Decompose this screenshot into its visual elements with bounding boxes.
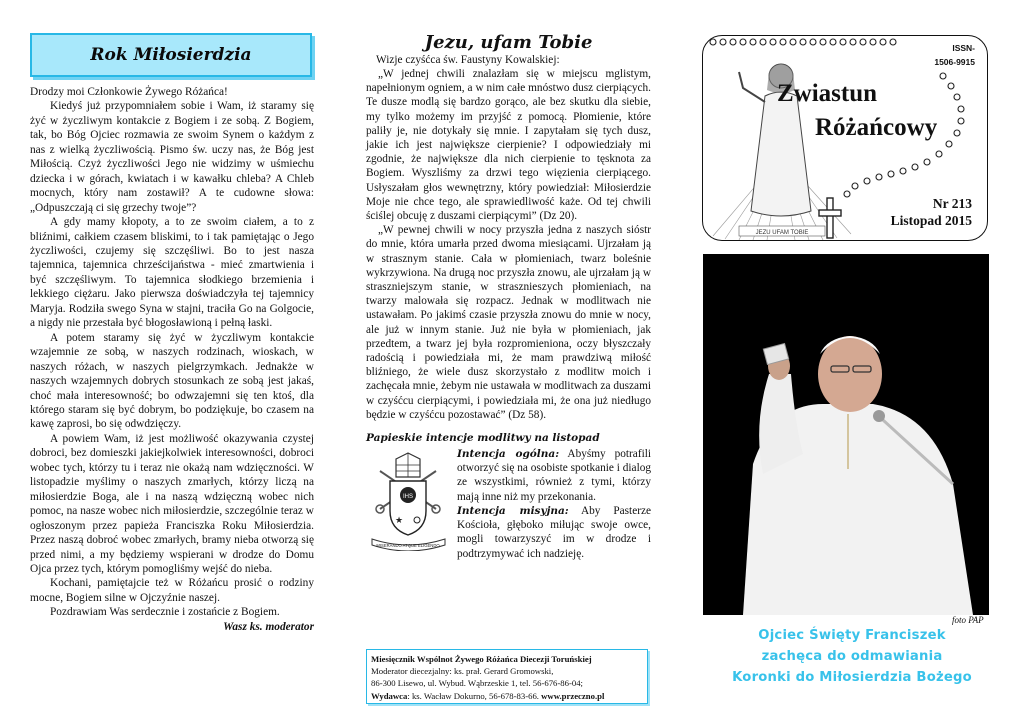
issue-number: Nr 213 — [932, 196, 972, 211]
letter-paragraph: A gdy mamy kłopoty, a to ze swoim ciałem, a to z bliźnimi, całkiem czasem bliskimi, to i tak pamiętając o Jego życzliwości, czujemy się szczęśliwi. Bo to jest nasza tajemnica, tajemnica chrześcijaństwa - mieć zmartwienia i być szczęśliwym. To tajemnica słodkiego brzemienia i lekkiego ciężaru. Jako pierwsza doświadczyła tej tajemnicy Maryja. Rodziła swego Syna w stajni, traciła Go na Golgocie, a nigdy nie przestała być błogosławioną i pełną łaski. — [30, 216, 314, 330]
svg-text:★: ★ — [394, 515, 404, 526]
masthead-title-line2: Różańcowy — [815, 114, 938, 141]
letter-paragraph: Pozdrawiam Was serdecznie i zostańcie z Bogiem. — [50, 606, 280, 619]
letter-greeting: Drodzy moi Członkowie Żywego Różańca! — [30, 86, 228, 98]
intentions-block — [366, 447, 651, 561]
intentions-heading: Papieskie intencje modlitwy na listopad — [366, 432, 600, 445]
pope-photo — [703, 254, 989, 615]
general-intention-label: Intencja ogólna: — [457, 448, 560, 461]
issue-date: Listopad 2015 — [890, 213, 972, 228]
editor-label: Wydawca — [371, 690, 408, 701]
papal-coat-of-arms-icon — [366, 451, 451, 551]
mission-intention-label: Intencja misyjna: — [457, 504, 569, 517]
website-link[interactable]: www.przeczno.pl — [541, 690, 605, 701]
issn-block — [905, 41, 975, 69]
letter-title-box — [30, 33, 312, 77]
editor-line — [371, 690, 643, 702]
moderator-line: Moderator diecezjalny: ks. prał. Gerard Gromowski, — [371, 666, 554, 677]
article-body — [366, 67, 651, 422]
mission-intention-text: Aby Pasterze Kościoła, głęboko miłując swoje owce, mogli towarzyszyć im w drodze i podtrzymywać ich nadzieję. — [457, 504, 651, 560]
letter-paragraph: Kochani, pamiętajcie też w Różańcu prosić o rodziny mocne, Bogiem silne w Ojczyźnie naszej. — [30, 577, 314, 604]
issn-number: 1506-9915 — [934, 57, 975, 67]
letter-paragraph: A potem staramy się żyć w życzliwym kontakcie wzajemnie ze sobą, w naszych rodzinach, wioskach, w naszych różach, w naszych pielgrzymkach. Jednakże w naszych wzajemnych dobrych stosunkach ze sobą jest jakaś, choć mała interesowność; bo odwzajemni się ten ktoś, dla którego staram się być dobrym, bo podziękuje, bo czasem na kawę zaprosi, bo się odwdzięczy. — [30, 331, 314, 431]
svg-text:IHS: IHS — [402, 494, 414, 501]
headline-line: Ojciec Święty Franciszek — [758, 628, 946, 643]
letter-paragraph: A powiem Wam, iż jest możliwość okazywania czystej dobroci, bez domieszki jakiejkolwiek interesowności, dobroci wobec tych, którzy tu i teraz nie okażą nam wdzięczności. W listopadzie myślimy o naszych zmarłych, którzy liczą na miłosierdzie Boga, ale i na naszą wdzięczną wobec nich pomoc, na nasze wobec nich miłosierdzie, szczególnie teraz w ogłoszonym przez papieża Franciszka Roku Miłosierdzia. Przez naszą dobroć wobec zmarłych, bramy nieba otworzą się przed nimi, a my będziemy wspierani w drodze do Domu Ojca przez tych, którym pomogliśmy wejść do nieba. — [30, 432, 314, 575]
issue-info — [870, 195, 972, 229]
editor-contact: : ks. Wacław Dokurno, 56-678-83-66. — [407, 690, 542, 701]
letter-paragraph: Kiedyś już przypomniałem sobie i Wam, iż staramy się żyć w życzliwym kontakcie z Bogiem i ze sobą. Z Bogiem, tak, bo Bóg Ojciec rozmawia ze swoim Synem o każdym z nas z wielką życzliwością. Pismo św. uczy nas, że Bóg jest Miłością. Czyż życzliwości Jego nie widzimy w uśmiechu dziecka i w górach, kwiatach i w kawałku chleba? A Chleb mocnych, który nam zostawił? A te cudowne słowa: „Odpuszczają ci się grzechy twoje”? — [30, 100, 314, 214]
article-title: Jezu, ufam Tobie — [424, 32, 593, 53]
cover-headline — [702, 625, 1002, 688]
general-intention-text: Abyśmy potrafili otworzyć się na osobiste spotkanie i dialog ze wszystkimi, również z tymi, którzy mają inne niż my przekonania. — [457, 448, 651, 503]
quote-paragraph: „W jednej chwili znalazłam się w miejscu mglistym, napełnionym ogniem, a w nim całe mnóstwo dusz cierpiących. Te dusze modlą się bardzo gorąco, ale bez skutku dla siebie, my tylko możemy im przyjść z pomocą. Płomienie, które paliły je, nie dotykały się mnie. I zapytałam się tych dusz, jakie ich jest największe cierpienie? I odpowiedziały mi zgodnie, że największe dla nich cierpienie to tęsknota za Bogiem. Wyszliśmy za drzwi tego więzienia cierpiącego. Usłyszałam głos wewnętrzny, który powiedział: Miłosierdzie Moje nie chce tego, ale sprawiedliwość każe. Od tej chwili ściślej obcuję z duszami cierpiącymi” (Dz 20). — [366, 68, 651, 223]
headline-line: zachęca do odmawiania — [761, 649, 943, 664]
headline-line: Koronki do Miłosierdzia Bożego — [732, 670, 972, 685]
issn-label: ISSN- — [952, 43, 975, 53]
letter-column — [30, 33, 314, 703]
letter-signature: Wasz ks. moderator — [223, 620, 314, 633]
quote-paragraph: „W pewnej chwili w nocy przyszła jedna z naszych sióstr do mnie, która umarła przed dwoma miesiącami. Ujrzałam ją w strasznym stanie. Cała w płomieniach, twarz boleśnie wykrzywiona. Na drugą noc przyszła znowu, ale ujrzałam ją w straszniejszym stanie, w strasznieszych płomieniach, na twarzy malowała się rozpacz. Jednak w modlitwach nie ustawałam. Po jakimś czasie przyszła znowu do mnie w nocy, ale już w innym stanie. Już nie była w płomieniach, jak przedtem, a twarz jej była rozpromieniona, oczy błyszczały radością i powiedziała mi, że mam prawdziwą miłość bliźniego, że wiele dusz skorzystało z modlitw moich i zachęcała mnie, żebym nie ustawała w modlitwach za duszami w czyśćcu cierpiącymi, i powiedziała mi, że ona już niedługo będzie w czyśćcu pozostawać” (Dz 58). — [366, 224, 651, 421]
photo-credit: foto PAP — [952, 615, 984, 625]
publisher-line: Miesięcznik Wspólnot Żywego Różańca Diecezji Toruńskiej — [371, 654, 592, 664]
letter-title: Rok Miłosierdzia — [90, 45, 252, 65]
emblem-motto: MISERANDO ATQUE ELIGENDO — [376, 543, 440, 549]
pope-francis-photo-icon — [703, 254, 989, 615]
faustyna-column — [366, 32, 651, 704]
image-caption: JEZU UFAM TOBIE — [755, 230, 809, 236]
masthead-title-line1: Zwiastun — [777, 80, 878, 107]
publisher-info-box — [366, 649, 648, 704]
address-line: 86-300 Lisewo, ul. Wybud. Wąbrzeskie 1, tel. 56-676-86-04; — [371, 678, 583, 689]
letter-body — [30, 85, 314, 634]
article-subtitle: Wizje czyśćca św. Faustyny Kowalskiej: — [376, 54, 560, 66]
